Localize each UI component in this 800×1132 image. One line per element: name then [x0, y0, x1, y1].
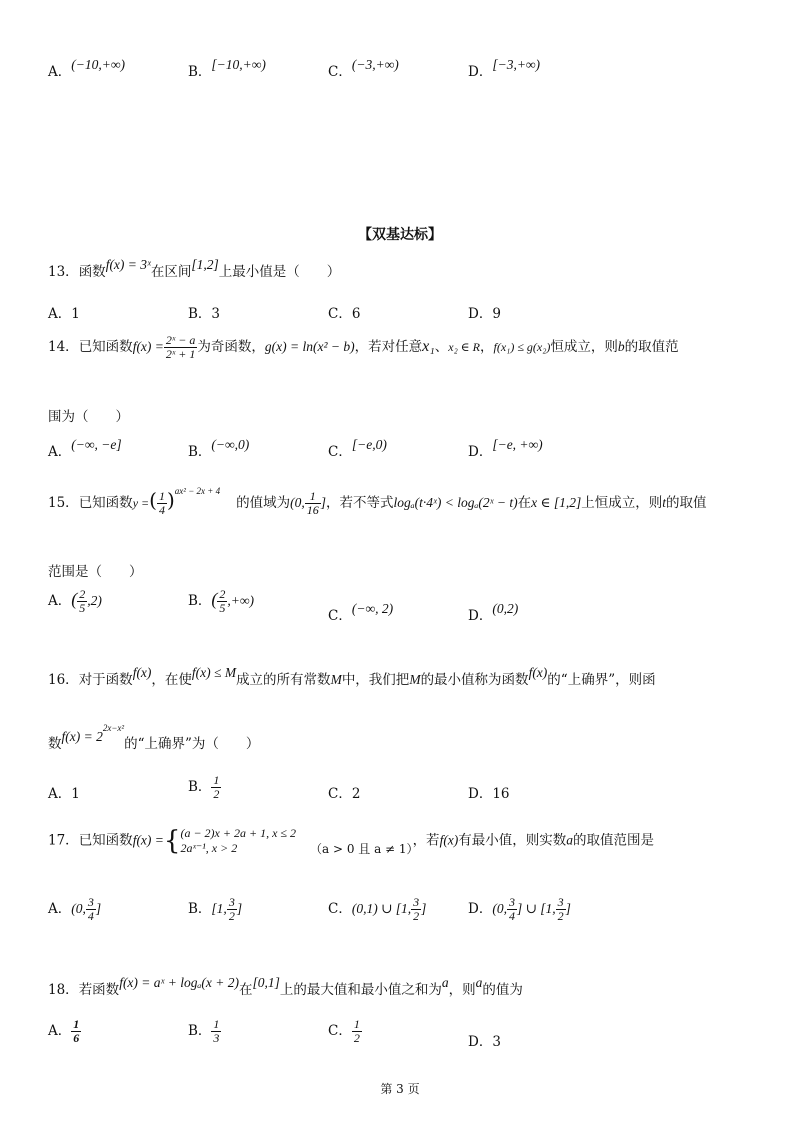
q17-piecewise: (a − 2)x + 2a + 1, x ≤ 2 2aˣ⁻¹, x > 2	[180, 826, 296, 855]
q13-stem: 13．函数f(x) = 3ˣ在区间[1,2]上最小值是（ ）	[48, 257, 341, 280]
q12-option-d: D．[−3,+∞)	[468, 57, 541, 80]
q18-option-c: C． $\frac{1}{2}$	[328, 1017, 360, 1046]
q12-option-a: A．(−10,+∞)	[48, 57, 125, 80]
q16-stem: 16．对于函数f(x)，在使f(x) ≤ M成立的所有常数M中，我们把M的最小值称为函数f(x)的“上确界”，则函	[48, 665, 656, 688]
q15-range-fraction: $\frac{1}{16}$	[306, 488, 319, 517]
q14-option-b: B．(−∞,0)	[188, 437, 250, 460]
q16-option-c: C．2	[328, 786, 361, 802]
q13-option-c: C．6	[328, 306, 361, 322]
q15-option-d: D．(0,2)	[468, 601, 519, 624]
q16-option-d: D．16	[468, 786, 510, 802]
q14-option-d: D．[−e, +∞)	[468, 437, 543, 460]
q17-option-b: B．[1, $\frac{3}{2}$ ]	[188, 895, 243, 924]
q18-option-b: B． $\frac{1}{3}$	[188, 1017, 220, 1046]
q14-option-c: C．[−e,0)	[328, 437, 387, 460]
q15-stem-line2: 范围是（ ）	[48, 564, 143, 580]
q15-option-b: B．( $\frac{2}{5}$ ,+∞)	[188, 587, 255, 616]
q15-option-a: A．( $\frac{2}{5}$ ,2)	[48, 587, 102, 616]
q14-fraction: $\frac{\text{2ˣ − a}}{\text{2ˣ + 1}}$	[165, 333, 196, 362]
q16-option-b: B． $\frac{1}{2}$	[188, 773, 220, 802]
section-title: 【双基达标】	[358, 227, 442, 243]
q15-base-fraction: $\frac{1}{4}$	[158, 488, 165, 517]
q16-stem-line2: 数$f(x) = 2^{2x-x^2}$的“上确界”为（ ）	[48, 722, 260, 752]
q15-option-c: C．(−∞, 2)	[328, 601, 394, 624]
q18-option-d: D．3	[468, 1034, 501, 1050]
q17-stem: 17．已知函数f(x) ={ (a − 2)x + 2a + 1, x ≤ 2 2aˣ⁻¹, x > 2 （a > 0 且 a ≠ 1），若f(x)有最小值，则实数a的取值范围是	[48, 826, 655, 856]
q13-option-b: B．3	[188, 306, 221, 322]
page-number: 第 3 页	[380, 1082, 420, 1096]
q13-option-a: A．1	[48, 306, 80, 322]
q17-option-c: C．(0,1) ∪ [1, $\frac{3}{2}$ ]	[328, 895, 427, 924]
q14-stem: 14．已知函数f(x) = $\frac{\text{2ˣ − a}}{\text{2ˣ + 1}}$ 为奇函数，g(x) = ln(x² − b)，若对任意x₁、x₂ ∈ R，f(x₁) ≤ g(x₂)恒成立，则b的取值范	[48, 333, 679, 362]
q14-stem-line2: 围为（ ）	[48, 409, 129, 425]
q12-option-b: B．[−10,+∞)	[188, 57, 266, 80]
q15-stem: 15．已知函数y =( $\frac{1}{4}$ )$^{ax^2 - 2x + 4}$的值域为(0, $\frac{1}{16}$ ]，若不等式logₐ(t·4ˣ) < logₐ(2ˣ − t)在x ∈ [1,2]上恒成立，则t的取值	[48, 485, 707, 517]
q17-option-a: A．(0, $\frac{3}{4}$ ]	[48, 895, 102, 924]
q18-stem: 18．若函数f(x) = aˣ + logₐ(x + 2)在[0,1]上的最大值和最小值之和为a，则a的值为	[48, 975, 523, 998]
q14-option-a: A．(−∞, −e]	[48, 437, 122, 460]
q12-option-c: C．(−3,+∞)	[328, 57, 399, 80]
q17-option-d: D．(0, $\frac{3}{4}$ ] ∪ [1, $\frac{3}{2}$ ]	[468, 895, 571, 924]
q16-option-a: A．1	[48, 786, 80, 802]
q13-option-d: D．9	[468, 306, 501, 322]
q18-option-a: A． $\frac{1}{6}$	[48, 1017, 80, 1046]
